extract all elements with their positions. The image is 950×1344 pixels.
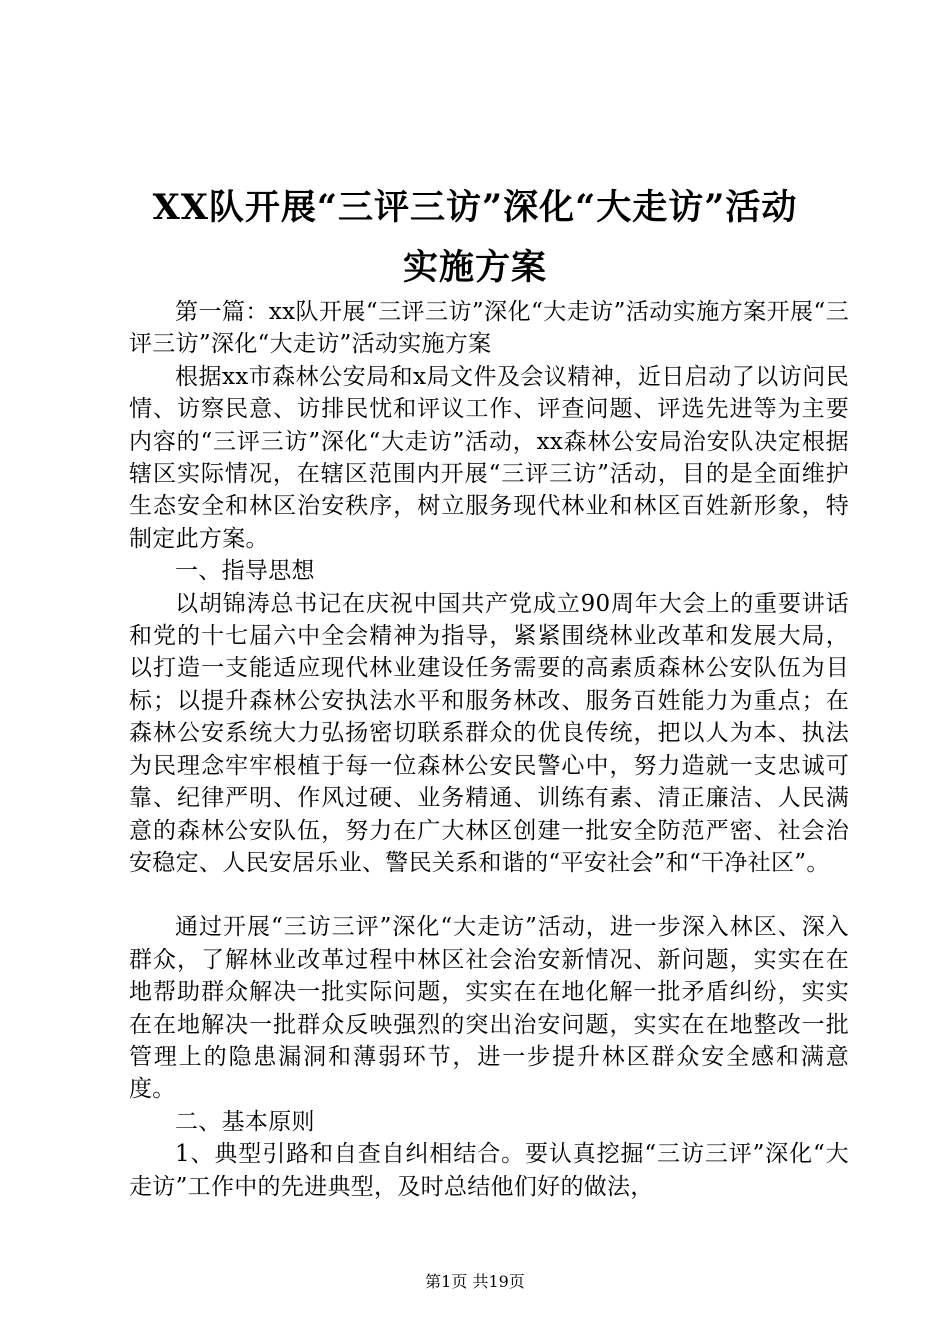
paragraph-background: 根据xx市森林公安局和x局文件及会议精神，近日启动了以访问民情、访察民意、访排民忧和评议工作、评查问题、评选先进等为主要内容的“三评三访”深化“大走访”活动，xx森林公安局治安队决定根据辖区实际情况，在辖区范围内开展“三评三访”活动，目的是全面维护生态安全和林区治安秩序，树立服务现代林业和林区百姓新形象，特制定此方案。 xyxy=(129,363,849,552)
paragraph-intro: 第一篇：xx队开展“三评三访”深化“大走访”活动实施方案开展“三评三访”深化“大走访”活动实施方案 xyxy=(129,299,849,358)
document-title-line1: XX队开展“三评三访”深化“大走访”活动 xyxy=(152,187,798,228)
document-body xyxy=(129,296,849,1203)
page-footer: 第1页 共19页 xyxy=(425,1272,525,1291)
section-heading-basic-principles: 二、基本原则 xyxy=(175,1108,315,1135)
document-title-line2: 实施方案 xyxy=(402,247,547,288)
section-heading-guiding-ideology: 一、指导思想 xyxy=(175,558,315,585)
paragraph-principle-1: 1、典型引路和自查自纠相结合。要认真挖掘“三访三评”深化“大走访”工作中的先进典型，及时总结他们好的做法， xyxy=(129,1141,849,1200)
paragraph-activity-goals: 通过开展“三访三评”深化“大走访”活动，进一步深入林区、深入群众，了解林业改革过程中林区社会治安新情况、新问题，实实在在地帮助群众解决一批实际问题，实实在在地化解一批矛盾纠纷，实实在在地解决一批群众反映强烈的突出治安问题，实实在在地整改一批管理上的隐患漏洞和薄弱环节，进一步提升林区群众安全感和满意度。 xyxy=(129,914,849,1103)
paragraph-guiding-ideology: 以胡锦涛总书记在庆祝中国共产党成立90周年大会上的重要讲话和党的十七届六中全会精神为指导，紧紧围绕林业改革和发展大局，以打造一支能适应现代林业建设任务需要的高素质森林公安队伍为目标；以提升森林公安执法水平和服务林改、服务百姓能力为重点；在森林公安系统大力弘扬密切联系群众的优良传统，把以人为本、执法为民理念牢牢根植于每一位森林公安民警心中，努力造就一支忠诚可靠、纪律严明、作风过硬、业务精通、训练有素、清正廉洁、人民满意的森林公安队伍，努力在广大林区创建一批安全防范严密、社会治安稳定、人民安居乐业、警民关系和谐的“平安社会”和“干净社区”。 xyxy=(129,590,849,876)
